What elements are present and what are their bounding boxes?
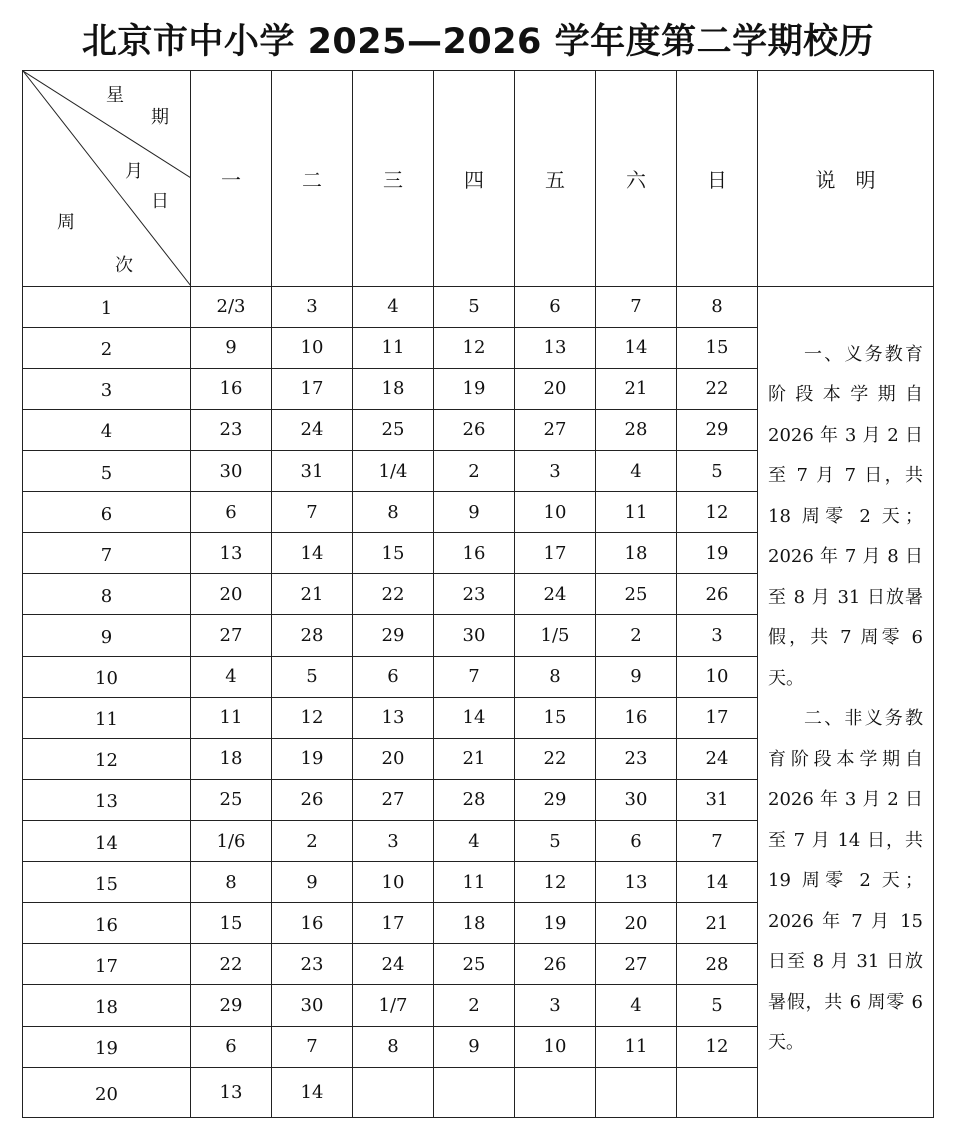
date-cell: 5 xyxy=(677,451,758,492)
date-cell: 17 xyxy=(515,533,596,574)
date-cell xyxy=(596,1067,677,1117)
date-cell: 11 xyxy=(353,327,434,368)
date-cell: 9 xyxy=(434,1026,515,1067)
date-cell: 10 xyxy=(353,862,434,903)
date-cell: 27 xyxy=(596,944,677,985)
date-cell: 11 xyxy=(596,1026,677,1067)
date-cell: 28 xyxy=(272,615,353,656)
corner-label-xing: 星 xyxy=(106,85,124,106)
weekday-header-wed: 三 xyxy=(353,71,434,287)
weekday-header-tue: 二 xyxy=(272,71,353,287)
date-cell: 26 xyxy=(677,574,758,615)
date-cell: 8 xyxy=(515,656,596,697)
week-number-cell: 19 xyxy=(23,1026,191,1067)
date-cell: 7 xyxy=(272,1026,353,1067)
date-cell: 5 xyxy=(272,656,353,697)
corner-label-zhou: 周 xyxy=(57,212,75,233)
date-cell: 13 xyxy=(596,862,677,903)
date-cell: 19 xyxy=(434,368,515,409)
corner-header-cell xyxy=(23,71,191,287)
weekday-header-fri: 五 xyxy=(515,71,596,287)
date-cell: 5 xyxy=(434,286,515,327)
date-cell: 18 xyxy=(353,368,434,409)
date-cell: 6 xyxy=(191,492,272,533)
date-cell: 1/7 xyxy=(353,985,434,1026)
date-cell: 27 xyxy=(353,779,434,820)
date-cell: 6 xyxy=(191,1026,272,1067)
date-cell: 20 xyxy=(596,903,677,944)
date-cell: 23 xyxy=(272,944,353,985)
date-cell: 17 xyxy=(353,903,434,944)
weekday-header-sat: 六 xyxy=(596,71,677,287)
date-cell: 7 xyxy=(434,656,515,697)
date-cell: 21 xyxy=(596,368,677,409)
note-paragraph: 一、义务教育阶段本学期自 2026 年 3 月 2 日至 7 月 7 日，共 18 周零 2 天；2026 年 7 月 8 日至 8 月 31 日放暑假，共 7 周零 6 天。 xyxy=(768,343,923,689)
date-cell: 10 xyxy=(515,492,596,533)
date-cell: 3 xyxy=(515,985,596,1026)
date-cell: 4 xyxy=(353,286,434,327)
date-cell: 15 xyxy=(191,903,272,944)
date-cell: 4 xyxy=(596,985,677,1026)
date-cell: 14 xyxy=(677,862,758,903)
date-cell: 23 xyxy=(434,574,515,615)
date-cell: 21 xyxy=(272,574,353,615)
date-cell: 13 xyxy=(353,697,434,738)
date-cell: 3 xyxy=(677,615,758,656)
date-cell: 17 xyxy=(677,697,758,738)
date-cell: 25 xyxy=(596,574,677,615)
week-number-cell: 5 xyxy=(23,451,191,492)
week-number-cell: 18 xyxy=(23,985,191,1026)
week-number-cell: 10 xyxy=(23,656,191,697)
notes-header: 说 明 xyxy=(758,71,934,287)
date-cell: 14 xyxy=(434,697,515,738)
date-cell: 24 xyxy=(677,738,758,779)
date-cell: 5 xyxy=(515,821,596,862)
date-cell: 4 xyxy=(191,656,272,697)
date-cell: 11 xyxy=(434,862,515,903)
date-cell: 20 xyxy=(515,368,596,409)
date-cell: 31 xyxy=(677,779,758,820)
date-cell: 28 xyxy=(596,409,677,450)
week-number-cell: 12 xyxy=(23,738,191,779)
date-cell: 19 xyxy=(272,738,353,779)
date-cell: 12 xyxy=(677,1026,758,1067)
date-cell: 13 xyxy=(191,1067,272,1117)
date-cell: 21 xyxy=(434,738,515,779)
date-cell: 30 xyxy=(191,451,272,492)
date-cell: 16 xyxy=(434,533,515,574)
date-cell: 18 xyxy=(434,903,515,944)
date-cell: 26 xyxy=(434,409,515,450)
date-cell: 27 xyxy=(191,615,272,656)
date-cell: 1/4 xyxy=(353,451,434,492)
week-number-cell: 2 xyxy=(23,327,191,368)
date-cell: 17 xyxy=(272,368,353,409)
corner-label-ri: 日 xyxy=(151,191,169,212)
date-cell: 15 xyxy=(677,327,758,368)
weekday-header-mon: 一 xyxy=(191,71,272,287)
date-cell: 20 xyxy=(191,574,272,615)
date-cell: 10 xyxy=(677,656,758,697)
week-number-cell: 7 xyxy=(23,533,191,574)
date-cell: 3 xyxy=(272,286,353,327)
date-cell: 5 xyxy=(677,985,758,1026)
date-cell: 8 xyxy=(353,1026,434,1067)
date-cell: 16 xyxy=(272,903,353,944)
date-cell: 29 xyxy=(353,615,434,656)
date-cell: 12 xyxy=(434,327,515,368)
week-number-cell: 4 xyxy=(23,409,191,450)
week-number-cell: 3 xyxy=(23,368,191,409)
weekday-header-thu: 四 xyxy=(434,71,515,287)
date-cell xyxy=(434,1067,515,1117)
date-cell: 30 xyxy=(272,985,353,1026)
week-number-cell: 20 xyxy=(23,1067,191,1117)
date-cell: 16 xyxy=(191,368,272,409)
date-cell: 12 xyxy=(515,862,596,903)
date-cell: 2 xyxy=(434,451,515,492)
date-cell: 8 xyxy=(353,492,434,533)
week-number-cell: 13 xyxy=(23,779,191,820)
date-cell: 19 xyxy=(677,533,758,574)
header-row xyxy=(23,71,934,287)
date-cell: 26 xyxy=(272,779,353,820)
week-number-cell: 11 xyxy=(23,697,191,738)
date-cell: 14 xyxy=(272,1067,353,1117)
date-cell: 15 xyxy=(353,533,434,574)
date-cell: 3 xyxy=(353,821,434,862)
date-cell: 7 xyxy=(272,492,353,533)
date-cell: 8 xyxy=(191,862,272,903)
date-cell: 26 xyxy=(515,944,596,985)
date-cell: 20 xyxy=(353,738,434,779)
week-number-cell: 17 xyxy=(23,944,191,985)
week-row xyxy=(23,286,934,327)
date-cell: 9 xyxy=(272,862,353,903)
date-cell: 3 xyxy=(515,451,596,492)
date-cell: 9 xyxy=(434,492,515,533)
date-cell: 25 xyxy=(434,944,515,985)
corner-label-yue: 月 xyxy=(125,161,143,182)
date-cell: 27 xyxy=(515,409,596,450)
date-cell: 30 xyxy=(596,779,677,820)
date-cell: 14 xyxy=(596,327,677,368)
date-cell: 14 xyxy=(272,533,353,574)
date-cell: 12 xyxy=(272,697,353,738)
date-cell: 29 xyxy=(677,409,758,450)
week-number-cell: 15 xyxy=(23,862,191,903)
week-number-cell: 16 xyxy=(23,903,191,944)
week-number-cell: 9 xyxy=(23,615,191,656)
school-calendar-table xyxy=(22,70,934,1118)
date-cell: 8 xyxy=(677,286,758,327)
date-cell: 28 xyxy=(434,779,515,820)
date-cell: 28 xyxy=(677,944,758,985)
corner-label-qi: 期 xyxy=(151,107,169,128)
weekday-header-sun: 日 xyxy=(677,71,758,287)
date-cell: 13 xyxy=(515,327,596,368)
date-cell: 25 xyxy=(353,409,434,450)
date-cell: 19 xyxy=(515,903,596,944)
date-cell: 24 xyxy=(272,409,353,450)
date-cell: 4 xyxy=(434,821,515,862)
date-cell: 11 xyxy=(191,697,272,738)
week-number-cell: 6 xyxy=(23,492,191,533)
date-cell: 16 xyxy=(596,697,677,738)
date-cell: 13 xyxy=(191,533,272,574)
date-cell: 2 xyxy=(272,821,353,862)
date-cell: 15 xyxy=(515,697,596,738)
date-cell: 2 xyxy=(596,615,677,656)
week-number-cell: 8 xyxy=(23,574,191,615)
date-cell: 29 xyxy=(515,779,596,820)
date-cell: 23 xyxy=(596,738,677,779)
date-cell: 2 xyxy=(434,985,515,1026)
date-cell: 22 xyxy=(353,574,434,615)
date-cell: 2/3 xyxy=(191,286,272,327)
date-cell: 29 xyxy=(191,985,272,1026)
date-cell xyxy=(353,1067,434,1117)
date-cell: 1/6 xyxy=(191,821,272,862)
date-cell: 23 xyxy=(191,409,272,450)
date-cell: 4 xyxy=(596,451,677,492)
date-cell xyxy=(677,1067,758,1117)
date-cell: 7 xyxy=(596,286,677,327)
date-cell: 12 xyxy=(677,492,758,533)
date-cell: 9 xyxy=(596,656,677,697)
date-cell: 24 xyxy=(353,944,434,985)
date-cell: 22 xyxy=(515,738,596,779)
date-cell: 10 xyxy=(515,1026,596,1067)
date-cell: 18 xyxy=(191,738,272,779)
date-cell: 11 xyxy=(596,492,677,533)
date-cell: 22 xyxy=(677,368,758,409)
week-number-cell: 14 xyxy=(23,821,191,862)
corner-label-ci: 次 xyxy=(115,255,133,276)
date-cell: 6 xyxy=(353,656,434,697)
date-cell: 1/5 xyxy=(515,615,596,656)
date-cell: 7 xyxy=(677,821,758,862)
date-cell: 6 xyxy=(596,821,677,862)
date-cell: 31 xyxy=(272,451,353,492)
notes-cell xyxy=(758,286,934,1117)
date-cell: 30 xyxy=(434,615,515,656)
date-cell: 6 xyxy=(515,286,596,327)
date-cell: 10 xyxy=(272,327,353,368)
date-cell: 18 xyxy=(596,533,677,574)
date-cell: 24 xyxy=(515,574,596,615)
date-cell: 25 xyxy=(191,779,272,820)
date-cell: 21 xyxy=(677,903,758,944)
note-paragraph: 二、非义务教育阶段本学期自 2026 年 3 月 2 日至 7 月 14 日，共 19 周零 2 天；2026 年 7 月 15 日至 8 月 31 日放暑假，共 6 周零 6 天。 xyxy=(768,708,923,1054)
page-title: 北京市中小学 2025—2026 学年度第二学期校历 xyxy=(81,22,875,62)
date-cell xyxy=(515,1067,596,1117)
week-number-cell: 1 xyxy=(23,286,191,327)
date-cell: 9 xyxy=(191,327,272,368)
date-cell: 22 xyxy=(191,944,272,985)
